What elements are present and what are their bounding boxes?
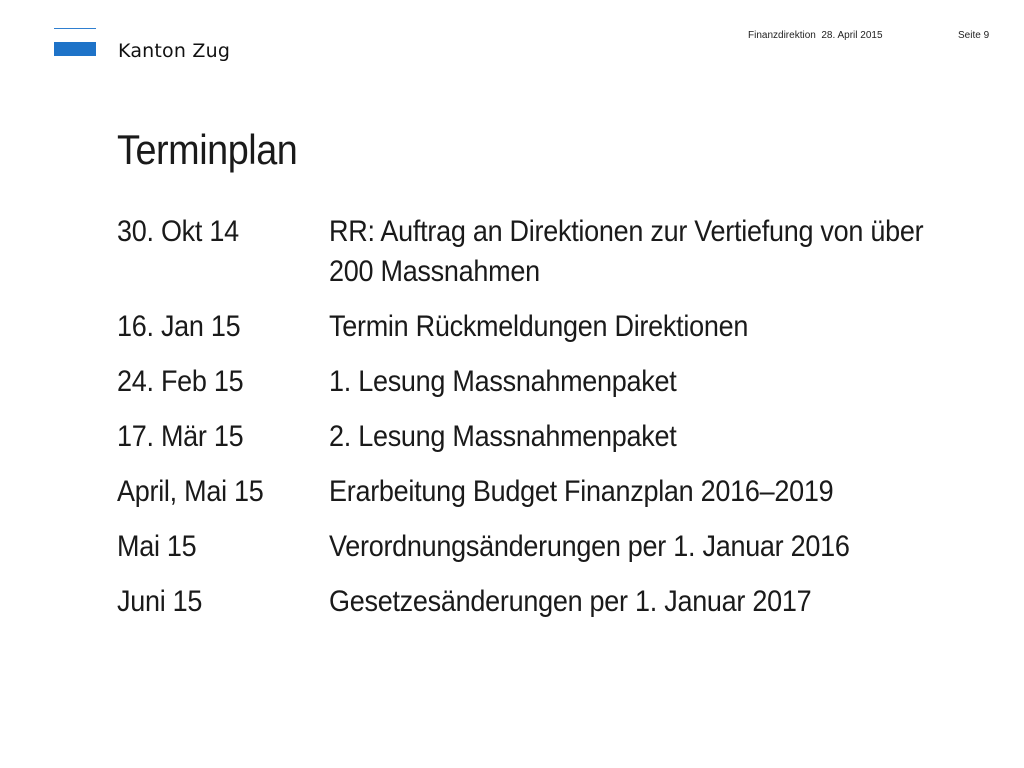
schedule-date: 24. Feb 15	[117, 365, 244, 398]
kanton-zug-logo	[54, 28, 254, 68]
schedule-row	[117, 362, 977, 402]
schedule-description: RR: Auftrag an Direktionen zur Vertiefung von über 200 Massnahmen	[329, 215, 924, 288]
schedule-list	[117, 212, 977, 637]
schedule-row	[117, 307, 977, 347]
schedule-date: Mai 15	[117, 530, 197, 563]
schedule-description: Verordnungsänderungen per 1. Januar 2016	[329, 530, 850, 563]
schedule-description: Gesetzesänderungen per 1. Januar 2017	[329, 585, 812, 618]
logo-blue-bar	[54, 42, 96, 56]
schedule-row	[117, 212, 977, 292]
logo-text: Kanton Zug	[118, 40, 231, 62]
schedule-date: 16. Jan 15	[117, 310, 241, 343]
header-page-number: Seite 9	[958, 30, 990, 41]
header-department-date: Finanzdirektion 28. April 2015	[748, 30, 883, 41]
schedule-date: Juni 15	[117, 585, 203, 618]
schedule-description: 1. Lesung Massnahmenpaket	[329, 365, 677, 398]
schedule-description: Erarbeitung Budget Finanzplan 2016–2019	[329, 475, 834, 508]
schedule-row	[117, 582, 977, 622]
schedule-row	[117, 527, 977, 567]
slide-title: Terminplan	[117, 126, 298, 173]
schedule-row	[117, 472, 977, 512]
schedule-row	[117, 417, 977, 457]
schedule-date: April, Mai 15	[117, 475, 264, 508]
schedule-date: 17. Mär 15	[117, 420, 244, 453]
schedule-description: 2. Lesung Massnahmenpaket	[329, 420, 677, 453]
schedule-date: 30. Okt 14	[117, 215, 239, 248]
logo-rule	[54, 28, 96, 29]
schedule-description: Termin Rückmeldungen Direktionen	[329, 310, 749, 343]
